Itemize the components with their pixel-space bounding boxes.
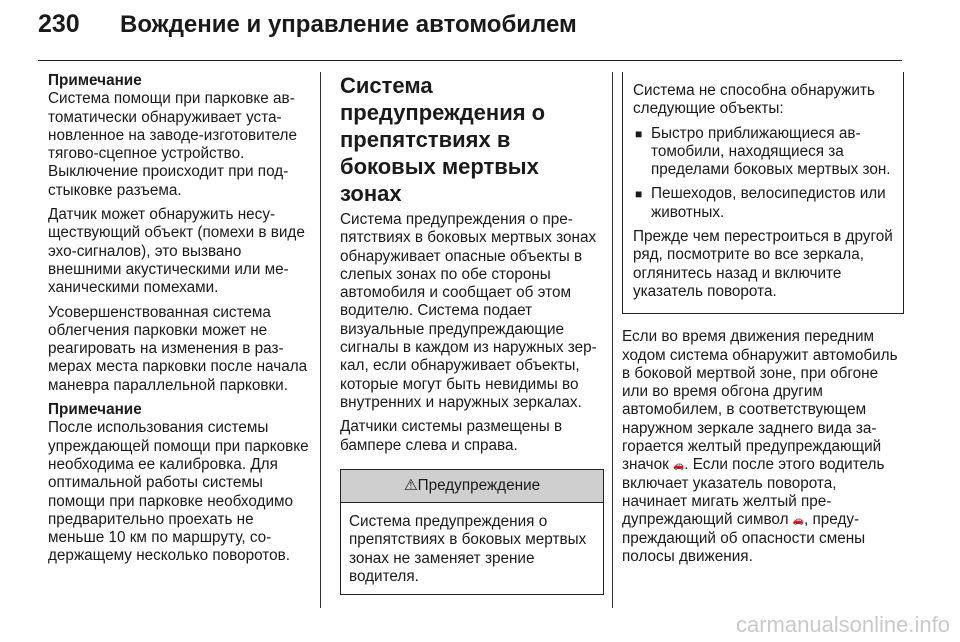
bullet-icon: ■	[635, 187, 643, 202]
paragraph-part: . Если после этого водитель включает указатель поворота, начинает мигать желтый предупреждающий символ	[622, 456, 885, 529]
paragraph: Усовершенствованная система облегчения парковки может не реагировать на изменения в размерах места парковки после начала маневра параллельной парковки.	[48, 303, 308, 394]
paragraph-part: Если во время движения передним ходом система обнаружит автомобиль в боковой мертвой зоне, при обгоне или во время обгона другим автомобилем, в соответствующем наружном зеркале заднего вида загорается желтый предупреждающий значок	[622, 328, 898, 474]
note-label: Примечание	[48, 401, 142, 419]
watermark: carmanualsonline.info	[735, 612, 950, 637]
header-rule	[38, 60, 902, 61]
section-heading: Система предупреждения о препятствиях в боковых мертвых зонах	[340, 73, 546, 206]
side-blind-zone-icon: 🚗	[673, 460, 685, 471]
side-blind-zone-icon: 🚗	[792, 515, 804, 526]
list-item-text: Быстро приближающиеся автомобили, находящиеся за пределами боковых мертвых зон.	[651, 124, 891, 179]
box-outro: Прежде чем перестроиться в другой ряд, посмотрите во все зеркала, оглянитесь назад и включите указатель поворота.	[633, 228, 893, 300]
page-title: Вождение и управление автомобилем	[120, 11, 577, 38]
column-divider-1	[320, 72, 321, 608]
warning-text: Система предупреждения о препятствиях в боковых мертвых зонах не заменяет зрение водителя.	[349, 513, 587, 586]
warning-header	[341, 469, 603, 503]
limitations-box	[622, 72, 904, 314]
box-intro: Система не способна обнаружить следующие объекты:	[633, 82, 875, 118]
column-1	[48, 72, 310, 572]
paragraph-part: , предупреждающий об опасности смены полосы движения.	[622, 511, 866, 565]
column-divider-2	[612, 72, 613, 608]
note-label: Примечание	[48, 72, 142, 89]
paragraph: Датчики системы размещены в бампере слева и справа.	[340, 418, 563, 454]
page-number: 230	[38, 10, 80, 38]
list-item	[633, 185, 893, 222]
column-3	[622, 72, 902, 572]
warning-title: Предупреждение	[417, 476, 541, 494]
bullet-icon: ■	[635, 126, 643, 141]
column-2	[340, 72, 602, 595]
list-item	[633, 125, 893, 180]
paragraph: Система предупреждения о препятствиях в боковых мертвых зонах обнаруживает опасные объекты в слепых зонах по обе стороны автомобиля и сообщает об этом водителю. Система подает визуальные предупреждающие сигналы в каждом из наружных зеркал, если обнаруживает объекты, которые могут быть невидимы во внутренних и наружных зеркалах.	[340, 211, 597, 411]
page-header	[38, 10, 577, 50]
warning-box	[340, 469, 604, 595]
bullet-list	[633, 125, 893, 222]
list-item-text: Пешеходов, велосипедистов или животных.	[651, 185, 886, 221]
note-text: После использования системы упреждающей помощи при парковке необходима ее калибровка. Для оптимальной работы системы помощи при парковке необходимо предварительно проехать не меньше 10 км по маршруту, содержащему несколько поворотов.	[48, 419, 309, 565]
paragraph: Датчик может обнаружить несуществующий объект (помехи в виде эхо-сигналов), это вызвано внешними акустическими или механическими помехами.	[48, 206, 305, 297]
paragraph	[622, 328, 902, 566]
note-text: Система помощи при парковке автоматически обнаруживает установленное на заводе-изготовителе тягово-сцепное устройство. Выключение происходит при подстыковке разъема.	[48, 90, 297, 199]
warning-icon: ⚠	[403, 476, 418, 494]
